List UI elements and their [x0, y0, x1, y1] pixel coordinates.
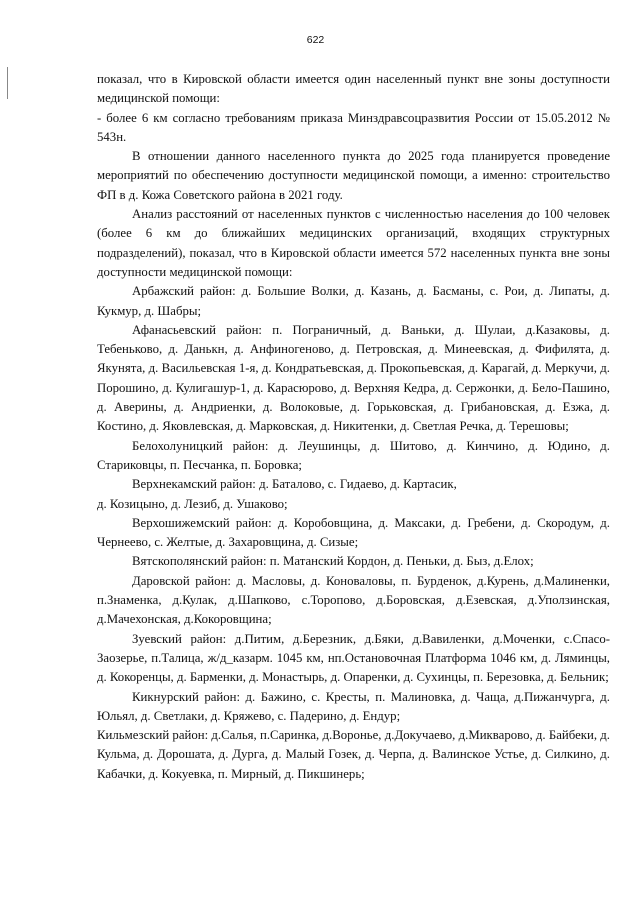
paragraph: Зуевский район: д.Питим, д.Березник, д.Бяки, д.Вавиленки, д.Моченки, с.Спасо-Заозерье, п.Талица, ж/д_казарм. 1045 км, нп.Остановочная Платформа 1046 км, д. Ляминцы, д. Кокоренцы, д. Барменки, д. Монастырь, д. Опаренки, д. Сухинцы, п. Березовка, д. Бельник;	[97, 631, 610, 685]
paragraph: Верхошижемский район: д. Коробовщина, д. Максаки, д. Гребени, д. Скородум, д. Чернеево, с. Желтые, д. Захаровщина, д. Сизые;	[97, 515, 610, 550]
paragraph: Кикнурский район: д. Бажино, с. Кресты, п. Малиновка, д. Чаща, д.Пижанчурга, д. Юльял, д. Светлаки, д. Кряжево, с. Падерино, д. Ендур;	[97, 689, 610, 723]
paragraph: Белохолуницкий район: д. Леушинцы, д. Шитово, д. Кинчино, д. Юдино, д. Стариковцы, п. Песчанка, п. Боровка;	[97, 438, 610, 472]
paragraph: В отношении данного населенного пункта до 2025 года планируется проведение мероприятий по обеспечению доступности медицинской помощи, а именно: строительство ФП в д. Кожа Советского района в 2021 году.	[97, 149, 610, 202]
paragraph: Арбажский район: д. Большие Волки, д. Казань, д. Басманы, с. Рои, д. Липаты, д. Кукмур, д. Шабры;	[97, 284, 610, 318]
paragraph: Кильмезский район: д.Салья, п.Саринка, д.Воронье, д.Докучаево, д.Микварово, д. Байбеки, д. Кульма, д. Дорошата, д. Дурга, д. Малый Гозек, д. Черпа, д. Валинское Устье, д. Силкино, д. Кабачки, д. Кокуевка, п. Мирный, д. Пикшинерь;	[97, 728, 610, 781]
margin-line	[7, 67, 8, 99]
document-body	[97, 70, 610, 784]
paragraph: Анализ расстояний от населенных пунктов с численностью населения до 100 человек (более 6 км до ближайших медицинских организаций, входящих структурных подразделений), показал, что в Кировской области имеется 572 населенных пункта вне зоны доступности медицинской помощи:	[97, 207, 610, 279]
paragraph: Вятскополянский район: п. Матанский Кордон, д. Пеньки, д. Быз, д.Елох;	[132, 554, 534, 569]
paragraph: Верхнекамский район: д. Баталово, с. Гидаево, д. Картасик,	[132, 477, 457, 492]
paragraph: - более 6 км согласно требованиям приказа Минздравсоцразвития России от 15.05.2012 № 543н.	[97, 110, 610, 144]
paragraph: показал, что в Кировской области имеется один населенный пункт вне зоны доступности медицинской помощи:	[97, 72, 610, 106]
paragraph: Даровской район: д. Масловы, д. Коноваловы, п. Бурденок, д.Курень, д.Малиненки, п.Знаменка, д.Кулак, д.Шапково, с.Торопово, д.Боровская, д.Езевская, д.Уползинская, д.Мачехонская, д.Кокоровщина;	[97, 573, 610, 627]
paragraph: Афанасьевский район: п. Пограничный, д. Ваньки, д. Шулаи, д.Казаковы, д. Тебеньково, д. Данькн, д. Анфиногеново, д. Петровская, д. Минеевская, д. Фифилята, д. Якунята, д. Васильевская 1-я, д. Кондратьевская, д. Прокопьевская, д. Карагай, д. Меркучи, д. Порошино, д. Кулигашур-1, д. Карасюрово, д. Верхняя Кедра, д. Сержонки, д. Бело-Пашино, д. Аверины, д. Андриенки, д. Волоковые, д. Горьковская, д. Грибановская, д. Езжа, д. Костино, д. Яковлевская, д. Марковская, д. Никитенки, д. Светлая Речка, д. Терешовы;	[97, 322, 610, 434]
page-number: 622	[306, 34, 325, 46]
paragraph: д. Козицыно, д. Лезиб, д. Ушаково;	[97, 496, 288, 511]
